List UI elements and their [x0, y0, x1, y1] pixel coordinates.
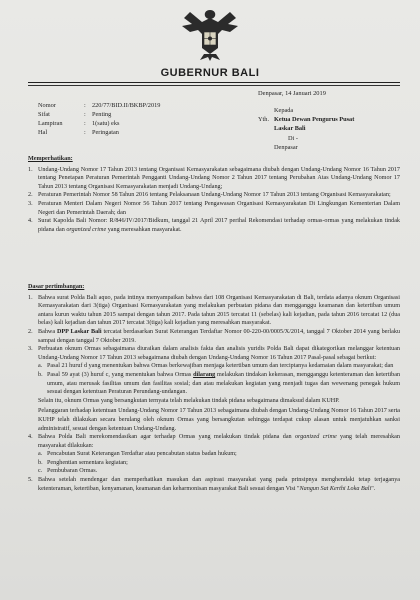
sub-item-text-part: melakukan tindakan kekerasan, mengganggu ketenteraman dan ketertiban umum, atau merusak fasilitas umum dan fasilitas sosial; dan atau melakukan kegiatan yang menjadi tugas dan wewenang penegak hukum sesuai dengan ketentuan Peraturan Perundang-undangan.: [47, 371, 401, 396]
sub-item: [38, 371, 400, 397]
meta-value: 1(satu) eks: [92, 120, 120, 127]
letter-meta: [38, 101, 160, 137]
letterhead-rule-thick: [28, 82, 400, 83]
recipient-city: Denpasar: [274, 143, 298, 151]
item-number: 3.: [28, 346, 33, 353]
sub-item-letter: a.: [38, 363, 43, 370]
item-number: 1.: [28, 294, 33, 301]
sub-item: [38, 450, 400, 459]
dasar-item: [28, 476, 400, 493]
meta-value: 220/77/BID.II/BKBP/2019: [92, 102, 161, 109]
letterhead-rule-thin: [28, 85, 400, 86]
sub-item-text: [47, 371, 400, 397]
item-text-part: tercatat berdasarkan Surat Keterangan Terdaftar Nomor 00-220-00/0005/X/2014, tanggal 7 Oktober 2014 yang berlaku sampai dengan tanggal 7 Oktober 2019.: [38, 328, 400, 344]
sub-item-letter: c.: [38, 468, 43, 475]
meta-row-sifat: Sifat : Penting: [38, 111, 112, 118]
item-text-part: yang meresahkan masyarakat.: [106, 226, 182, 233]
sub-item-text: Pasal 21 huruf d yang menentukan bahwa Ormas berkewajiban menjaga ketertiban umum dan terciptanya kedamaian dalam masyarakat; dan: [47, 363, 394, 370]
item-text-intro: Perbuatan oknum Ormas sebagaimana diuraikan dalam analisis fakta dan analisis yuridis Polda Bali dapat dikategorikan melanggar ketentuan Undang-Undang Nomor 17 Tahun 2013 sebagaimana diubah dengan Undang-Undang Nomor 16 Tahun 2017 Pasal-pasal sebagai berikut:: [38, 346, 400, 361]
dasar-item: [28, 433, 400, 476]
sub-item-text-bold: dilarang: [193, 371, 216, 378]
sub-item: [38, 362, 400, 371]
item-text-part: Surat Kapolda Bali Nomor: R/846/IV/2017/Bidkum, tanggal 21 April 2017 perihal Rekomendasi terhadap ormas-ormas yang melakukan tindak pidana dan: [38, 218, 400, 233]
item-text: [38, 328, 400, 345]
dasar-heading: Dasar pertimbangan:: [28, 284, 85, 290]
meta-value: Peringatan: [92, 129, 119, 136]
item-text: [38, 476, 400, 493]
recipient-line1: Ketua Dewan Pengurus Pusat: [274, 116, 355, 124]
item-text: [38, 217, 400, 234]
memperhatikan-item: [28, 200, 400, 217]
memperhatikan-item: [28, 217, 400, 234]
item-text: Peraturan Menteri Dalam Negeri Nomor 56 Tahun 2017 tentang Pengawasan Organisasi Kemasyarakatan Di Lingkungan Kementerian Dalam Negeri dan Pemerintah Daerah; dan: [38, 200, 400, 216]
item-text-part: Bahwa: [38, 328, 57, 335]
item-text: Undang-Undang Nomor 17 Tahun 2013 tentang Organisasi Kemasyarakatan sebagaimana diubah dengan Undang-Undang Nomor 16 Tahun 2017 tentang Penetapan Peraturan Pemerintah Pengganti Undang-Undang Nomor 2 Tahun 2017 tentang Perubahan Atas Undang-Undang Nomor 17 Tahun 2013 tentang Organisasi Kemasyarakatan menjadi Undang-Undang;: [38, 166, 400, 190]
item-number: 4.: [28, 218, 33, 225]
sub-item-letter: b.: [38, 459, 43, 466]
item-text-part: yang telah meresahkan masyarakat dilakukan:: [38, 434, 400, 449]
dasar-item: [28, 328, 400, 345]
sub-item-text: Pencabutan Surat Keterangan Terdaftar atau pencabutan status badan hukum;: [47, 451, 237, 458]
sub-item-letter: b.: [38, 371, 43, 378]
meta-key: Hal: [38, 129, 48, 136]
letter-date: Denpasar, 14 Januari 2019: [258, 90, 326, 97]
dasar-item: [28, 294, 400, 328]
item-number: 1.: [28, 166, 33, 173]
meta-key: Lampiran: [38, 120, 63, 127]
letterhead-title: GUBERNUR BALI: [160, 67, 260, 79]
memperhatikan-item: [28, 166, 400, 192]
sub-item-letter: a.: [38, 451, 43, 458]
sub-item: [38, 459, 400, 468]
recipient-kepada: Kepada: [274, 107, 294, 114]
item-text-italic: organized crime: [66, 226, 107, 233]
sub-item: [38, 467, 400, 476]
recipient-block: [258, 106, 354, 152]
item-text: [38, 345, 400, 433]
item-text: [38, 433, 400, 476]
recipient-line2: Laskar Bali: [274, 125, 306, 133]
memperhatikan-heading: Memperhatikan:: [28, 156, 73, 162]
meta-value: Penting: [92, 111, 112, 118]
item-text: Peraturan Pemerintah Nomor 58 Tahun 2016 tentang Pelaksanaan Undang-Undang Nomor 17 Tahun 2013 tentang Organisasi Kemasyarakatan;: [38, 192, 391, 199]
meta-row-hal: Hal : Peringatan: [38, 129, 119, 136]
memperhatikan-section: [28, 155, 400, 234]
item-text-intro: [38, 433, 400, 450]
sub-item-text: Penghentian sementara kegiatan;: [47, 459, 128, 466]
meta-row-nomor: Nomor : 220/77/BID.II/BKBP/2019: [38, 102, 161, 109]
meta-row-lampiran: Lampiran : 1(satu) eks: [38, 120, 120, 127]
item-number: 3.: [28, 200, 33, 207]
item-text-bold: DPP Laskar Bali: [56, 328, 102, 335]
sub-item-text: Pembubaran Ormas.: [47, 468, 98, 475]
item-text-italic: organized crime: [294, 434, 337, 441]
item-number: 2.: [28, 328, 33, 335]
garuda-emblem-icon: [180, 4, 240, 62]
item-text-part: Bahwa setelah mendengar dan memperhatikan masukan dan aspirasi masyarakat yang pada prinsipnya menghendaki tetap terjaganya ketenteraman, ketertiban, kenyamanan, keamanan dan keharmonisan masyarakat Bali sesuai dengan Visi ": [38, 477, 400, 492]
sub-item-text-part: Pasal 59 ayat (3) huruf c, yang menentukan bahwa Ormas: [47, 371, 194, 378]
dasar-item: [28, 345, 400, 433]
item-number: 5.: [28, 477, 33, 484]
recipient-di: Di -: [288, 134, 298, 142]
item-paragraph: Selain itu, oknum Ormas yang bersangkutan ternyata telah melakukan tindak pidana sebagaimana dimaksud dalam KUHP.: [38, 397, 340, 404]
recipient-yth: Yth.: [258, 116, 270, 124]
item-text: Bahwa surat Polda Bali aquo, pada intinya menyampaikan bahwa dari 108 Organisasi Kemasyarakatan di Bali, terdata adanya oknum Organisasi Kemasyarakatan dari 3(tiga) Organisasi Kemasyarakatan yang melakukan perbuatan pidana dan mengganggu keamanan dan ketertiban umum antara kurun waktu tahun 2015 sampai dengan tahun 2017. Pada tahun 2015 tercatat 11 (sebelas) kali kejadian, pada tahun 2016 tercatat 12 (dua belas) kali kejadian dan tahun 2017 tercatat 3(tiga) kali kejadian yang meresahkan masyarakat.: [38, 294, 400, 327]
dasar-section: [28, 283, 400, 493]
item-paragraph: Pelanggaran terhadap ketentuan Undang-Undang Nomor 17 Tahun 2013 sebagaimana diubah dengan Undang-Undang Nomor 16 Tahun 2017 serta KUHP telah dilakukan secara berulang oleh oknum Ormas yang bersangkutan sehingga terdapat cukup alasan untuk menjatuhkan sanksi administratif, sesuai dengan ketentuan Undang-Undang.: [38, 408, 400, 432]
memperhatikan-item: [28, 191, 400, 200]
item-number: 4.: [28, 434, 33, 441]
meta-key: Sifat: [38, 111, 50, 118]
item-number: 2.: [28, 192, 33, 199]
meta-key: Nomor: [38, 102, 56, 109]
item-text-part: Bahwa Polda Bali merekomendasikan agar terhadap Ormas yang melakukan tindak pidana dan: [38, 434, 295, 441]
item-text-italic: Nangun Sat Kerthi Loka Bali: [299, 485, 372, 492]
item-text-part: ".: [371, 485, 376, 492]
